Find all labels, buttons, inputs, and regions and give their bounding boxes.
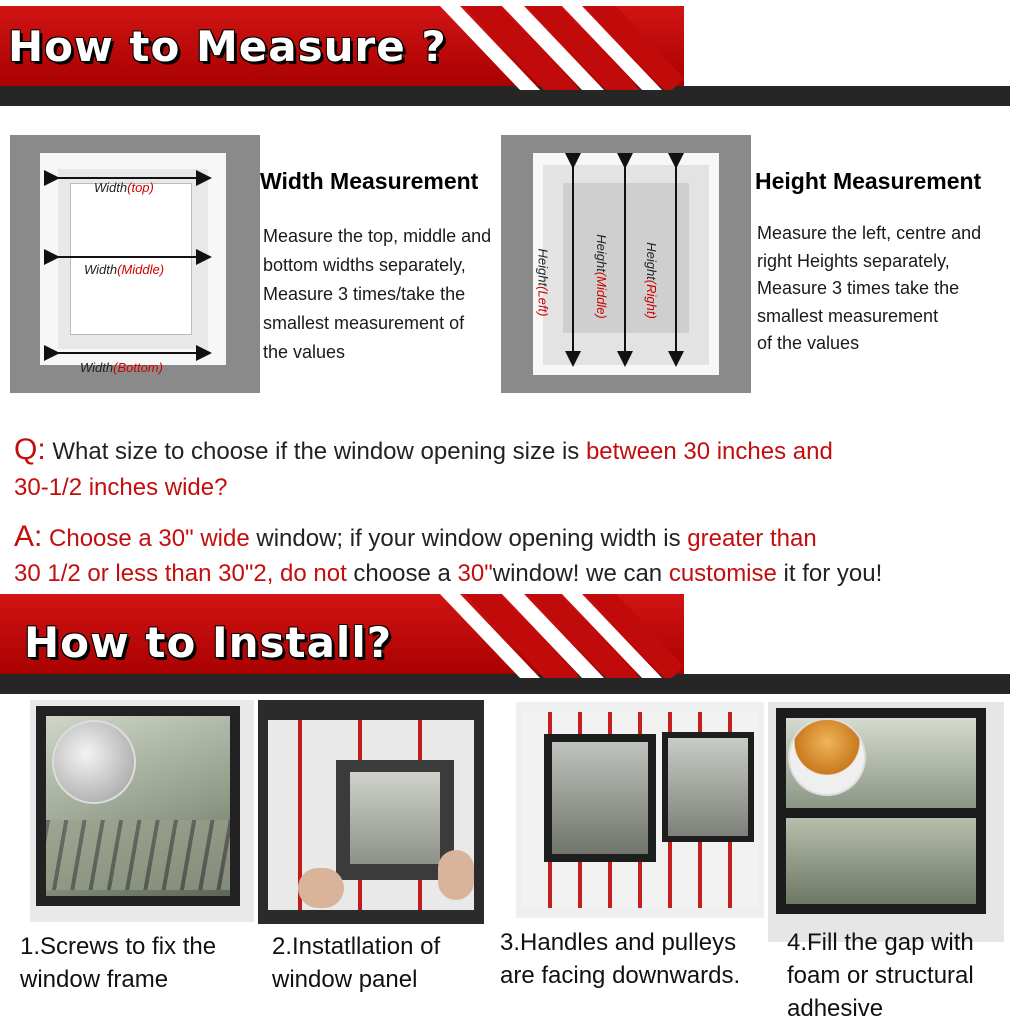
step-2-caption: 2.Instatllation of window panel [272, 933, 441, 993]
height-left-label: Height(Left) [535, 248, 551, 317]
step-1-caption: 1.Screws to fix the window frame [20, 933, 217, 993]
answer-line-2: 30 1/2 or less than 30"2, do not choose a 30"window! we can customise it for you! [14, 560, 883, 587]
question-line-2: 30-1/2 inches wide? [14, 474, 228, 501]
width-top-label: Width(top) [94, 180, 154, 195]
answer-line-1: A: Choose a 30" wide window; if your window opening width is greater than [14, 520, 817, 553]
width-middle-label: Width(Middle) [84, 262, 165, 277]
step-2-photo [258, 700, 484, 924]
height-middle-label: Height(Middle) [593, 234, 609, 319]
banner-title: How to Measure ? [8, 22, 447, 71]
step-4-photo [768, 702, 1004, 942]
step-1-photo [30, 700, 254, 922]
width-instructions: Measure the top, middle and bottom widths separately, Measure 3 times/take the smallest measurement of the values [263, 226, 492, 362]
height-diagram [501, 135, 751, 393]
banner-title: How to Install? [24, 618, 393, 667]
height-right-label: Height(Right) [643, 242, 659, 319]
step-3-photo [516, 702, 764, 918]
width-bottom-label: Width(Bottom) [80, 360, 163, 375]
banner-stripes [440, 0, 690, 92]
measure-banner [0, 0, 1010, 110]
width-diagram [10, 135, 260, 393]
question-line-1: Q: What size to choose if the window opening size is between 30 inches and [14, 433, 833, 466]
height-instructions: Measure the left, centre and right Heights separately, Measure 3 times take the smallest measurement of the values [757, 223, 982, 353]
banner-stripes [440, 588, 690, 680]
height-heading: Height Measurement [755, 168, 982, 194]
width-heading: Width Measurement [260, 168, 479, 194]
step-3-caption: 3.Handles and pulleys are facing downwards. [500, 929, 741, 989]
step-4-caption: 4.Fill the gap with foam or structural adhesive [787, 929, 974, 1022]
install-banner [0, 588, 1010, 698]
